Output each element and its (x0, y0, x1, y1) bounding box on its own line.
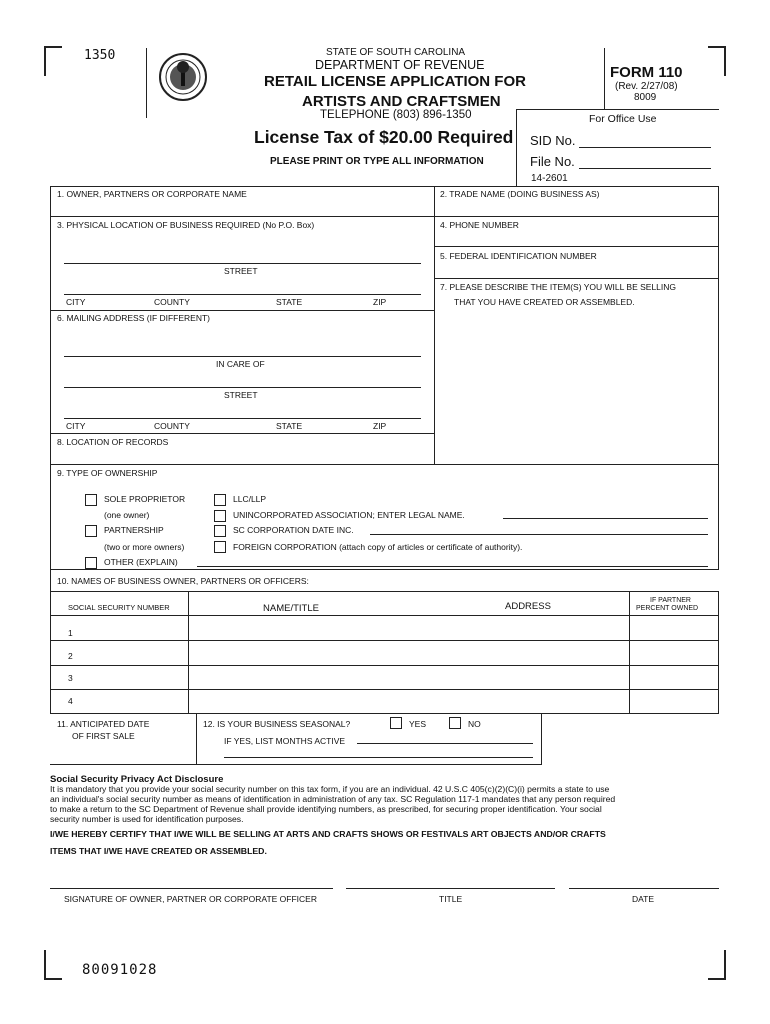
grid-line (541, 713, 542, 765)
address-column-header: ADDRESS (505, 601, 551, 612)
other-explain-field[interactable] (197, 566, 708, 567)
city-label-1: CITY (66, 297, 86, 307)
vertical-divider-left (146, 48, 147, 118)
grid-line (50, 186, 719, 187)
table-row[interactable] (50, 665, 719, 666)
grid-line (188, 591, 189, 714)
grid-line (50, 464, 719, 465)
phone-number-label: 4. PHONE NUMBER (440, 220, 519, 230)
privacy-text-1: It is mandatory that you provide your social security number on this tax form, if you are an individual. 42 U.S.C 405(c)(2)(C)(i) permits a state to use (50, 784, 610, 794)
grid-line (50, 591, 719, 592)
city-line-1[interactable] (64, 294, 421, 295)
table-row-number: 1 (68, 628, 73, 638)
date-label: DATE (632, 894, 655, 904)
grid-line (718, 591, 719, 714)
name-column-header: NAME/TITLE (263, 603, 319, 614)
item-description-label-2: THAT YOU HAVE CREATED OR ASSEMBLED. (454, 297, 635, 307)
legal-name-field[interactable] (503, 518, 708, 519)
grid-line (50, 764, 542, 765)
form-title-line2: ARTISTS AND CRAFTSMEN (302, 93, 501, 110)
first-sale-label-2: OF FIRST SALE (72, 731, 135, 741)
street-label-2: STREET (224, 390, 258, 400)
form-number: FORM 110 (610, 64, 683, 81)
percent-header-2: PERCENT OWNED (636, 605, 699, 612)
grid-line (50, 216, 719, 217)
first-sale-label-1: 11. ANTICIPATED DATE (57, 719, 150, 729)
table-row-number: 2 (68, 651, 73, 661)
city-line-2[interactable] (64, 418, 421, 419)
street-line-1[interactable] (64, 263, 421, 264)
owner-name-label: 1. OWNER, PARTNERS OR CORPORATE NAME (57, 189, 247, 199)
form-title-line1: RETAIL LICENSE APPLICATION FOR (264, 73, 526, 90)
grid-line (50, 615, 719, 616)
vertical-divider-right (604, 48, 605, 110)
office-use-label: For Office Use (589, 113, 657, 125)
partnership-checkbox[interactable] (85, 525, 97, 537)
street-label-1: STREET (224, 266, 258, 276)
privacy-text-2: an individual's social security number as means of identification in administration of any tax. SC Regulation 117-1 mandates that any person required (50, 794, 616, 804)
seasonal-no-label: NO (468, 719, 481, 729)
months-active-label: IF YES, LIST MONTHS ACTIVE (224, 736, 346, 746)
zip-label-2: ZIP (373, 421, 387, 431)
sole-proprietor-checkbox[interactable] (85, 494, 97, 506)
foreign-corporation-label: FOREIGN CORPORATION (attach copy of articles or certificate of authority). (233, 542, 523, 552)
seasonal-no-checkbox[interactable] (449, 717, 461, 729)
privacy-heading: Social Security Privacy Act Disclosure (50, 774, 224, 785)
corner-mark-top-right (708, 46, 726, 76)
certification-text-2: ITEMS THAT I/WE HAVE CREATED OR ASSEMBLED. (50, 846, 267, 856)
llc-label: LLC/LLP (233, 494, 267, 504)
office-code: 14-2601 (531, 173, 568, 184)
seasonal-yes-label: YES (409, 719, 427, 729)
office-use-divider (516, 109, 517, 187)
privacy-text-4: security number is used for identification purposes. (50, 814, 244, 824)
privacy-text-3: to make a return to the SC Department of Revenue shall provide identifying numbers, as prescribed, for securing proper identification. Your social (50, 804, 602, 814)
grid-line (434, 186, 435, 464)
signature-field[interactable] (50, 888, 333, 889)
street-line-2[interactable] (64, 387, 421, 388)
grid-line (50, 569, 719, 570)
grid-line (434, 246, 719, 247)
grid-line (50, 433, 434, 434)
corner-mark-bottom-left (44, 950, 62, 980)
office-use-rule (516, 109, 719, 110)
sid-field[interactable] (579, 147, 711, 148)
two-owners-label: (two or more owners) (104, 542, 185, 552)
grid-line (434, 278, 719, 279)
print-instruction: PLEASE PRINT OR TYPE ALL INFORMATION (270, 156, 484, 167)
state-name: STATE OF SOUTH CAROLINA (326, 47, 466, 58)
sc-corporation-checkbox[interactable] (214, 525, 226, 537)
federal-id-label: 5. FEDERAL IDENTIFICATION NUMBER (440, 251, 597, 261)
grid-line (50, 186, 51, 714)
title-label: TITLE (439, 894, 463, 904)
zip-label-1: ZIP (373, 297, 387, 307)
mailing-address-label: 6. MAILING ADDRESS (IF DIFFERENT) (57, 313, 211, 323)
corner-mark-bottom-right (708, 950, 726, 980)
other-checkbox[interactable] (85, 557, 97, 569)
form-code-top: 1350 (84, 48, 116, 63)
corner-mark-top-left (44, 46, 62, 76)
certification-text-1: I/WE HEREBY CERTIFY THAT I/WE WILL BE SELLING AT ARTS AND CRAFTS SHOWS OR FESTIVALS ART OBJECTS AND/OR CRAFTS (50, 829, 606, 839)
seasonal-yes-checkbox[interactable] (390, 717, 402, 729)
signature-label: SIGNATURE OF OWNER, PARTNER OR CORPORATE OFFICER (64, 894, 317, 904)
department-name: DEPARTMENT OF REVENUE (315, 58, 485, 72)
owners-section-label: 10. NAMES OF BUSINESS OWNER, PARTNERS OR OFFICERS: (57, 576, 309, 586)
location-of-records-label: 8. LOCATION OF RECORDS (57, 437, 169, 447)
in-care-of-label: IN CARE OF (216, 359, 265, 369)
city-label-2: CITY (66, 421, 86, 431)
telephone: TELEPHONE (803) 896-1350 (320, 109, 472, 121)
county-label-1: COUNTY (154, 297, 190, 307)
form-barcode-number: 80091028 (82, 962, 158, 978)
grid-line (629, 591, 630, 714)
revision-date: (Rev. 2/27/08) (615, 81, 678, 92)
sc-corporation-label: SC CORPORATION DATE INC. (233, 525, 354, 535)
grid-line (50, 713, 719, 714)
state-label-2: STATE (276, 421, 303, 431)
table-row[interactable] (50, 689, 719, 690)
title-field[interactable] (346, 888, 555, 889)
file-field[interactable] (579, 168, 711, 169)
ownership-type-label: 9. TYPE OF OWNERSHIP (57, 468, 158, 478)
county-label-2: COUNTY (154, 421, 190, 431)
date-inc-field[interactable] (370, 534, 708, 535)
file-label: File No. (530, 154, 575, 169)
months-active-field[interactable] (357, 743, 533, 744)
one-owner-label: (one owner) (104, 510, 150, 520)
table-row[interactable] (50, 640, 719, 641)
grid-line (196, 713, 197, 765)
item-description-label-1: 7. PLEASE DESCRIBE THE ITEM(S) YOU WILL BE SELLING (440, 282, 677, 292)
state-seal-icon (158, 52, 208, 102)
revision-code: 8009 (634, 92, 657, 103)
physical-location-label: 3. PHYSICAL LOCATION OF BUSINESS REQUIRED (No P.O. Box) (57, 220, 315, 230)
sole-proprietor-label: SOLE PROPRIETOR (104, 494, 186, 504)
llc-checkbox[interactable] (214, 494, 226, 506)
unincorporated-checkbox[interactable] (214, 510, 226, 522)
percent-header-1: IF PARTNER (650, 597, 691, 604)
license-tax-heading: License Tax of $20.00 Required (254, 127, 514, 147)
in-care-of-line[interactable] (64, 356, 421, 357)
grid-line (50, 310, 434, 311)
sid-label: SID No. (530, 133, 576, 148)
grid-line (718, 186, 719, 569)
date-field[interactable] (569, 888, 719, 889)
ssn-column-header: SOCIAL SECURITY NUMBER (68, 603, 170, 612)
table-row-number: 3 (68, 673, 73, 683)
seasonal-question: 12. IS YOUR BUSINESS SEASONAL? (203, 719, 351, 729)
state-label-1: STATE (276, 297, 303, 307)
table-row-number: 4 (68, 696, 73, 706)
other-label: OTHER (EXPLAIN) (104, 557, 178, 567)
foreign-corporation-checkbox[interactable] (214, 541, 226, 553)
unincorporated-label: UNINCORPORATED ASSOCIATION; ENTER LEGAL NAME. (233, 510, 465, 520)
months-active-field-2[interactable] (224, 757, 533, 758)
partnership-label: PARTNERSHIP (104, 525, 164, 535)
trade-name-label: 2. TRADE NAME (DOING BUSINESS AS) (440, 189, 600, 199)
